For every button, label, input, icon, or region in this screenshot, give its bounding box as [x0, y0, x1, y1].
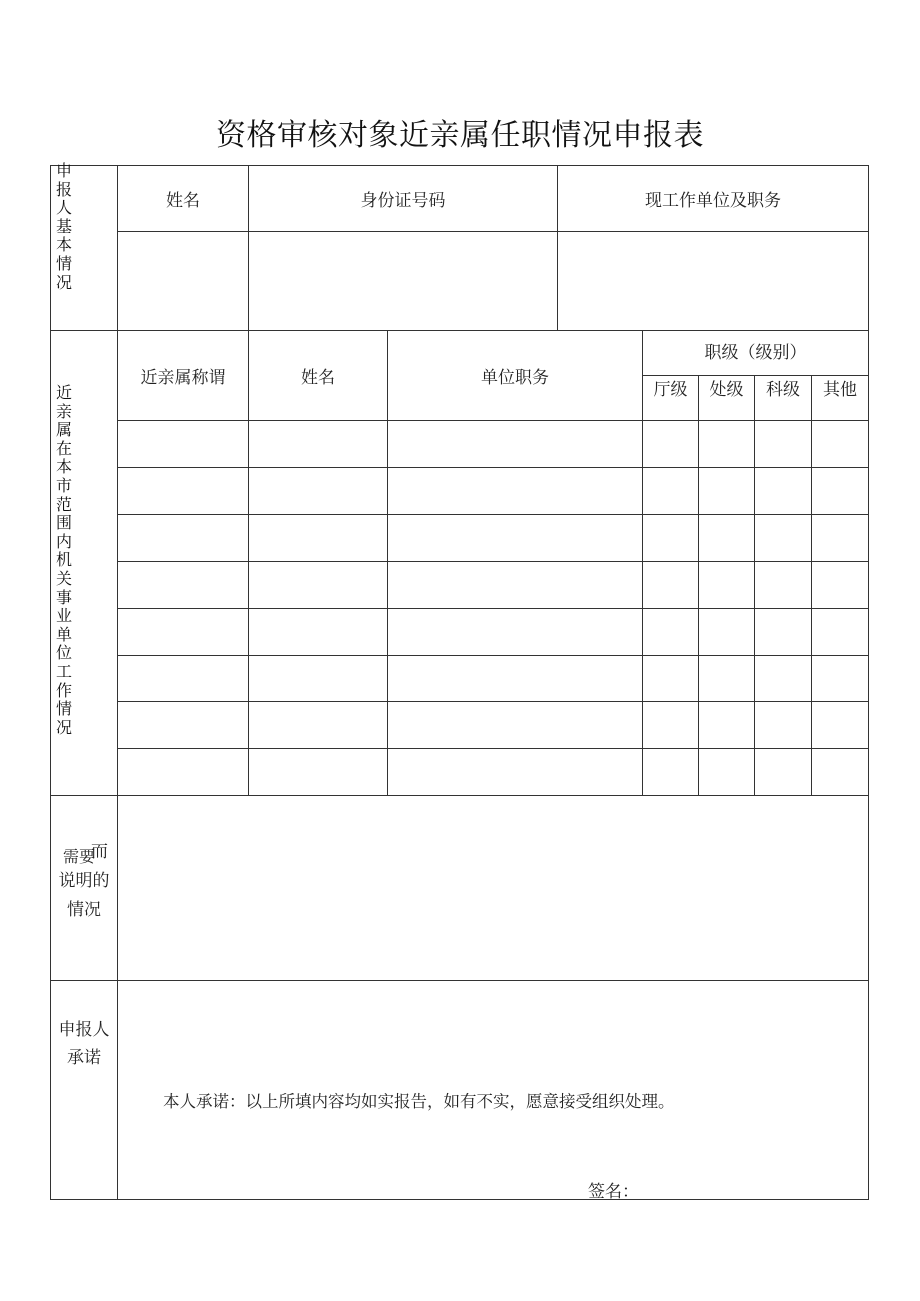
promise-section-label: [51, 1016, 117, 1072]
notes-content[interactable]: [118, 796, 868, 980]
relatives-section-label: 近 亲 属 在 本 市 范 围 内 机 关 事 业 单 位 工 作 情 况: [55, 383, 72, 737]
rank-ke-header: 科级: [766, 379, 800, 400]
promise-label-line2: 承诺: [67, 1048, 101, 1068]
relative-row-8[interactable]: [118, 749, 248, 795]
notes-label-line2: 说明的: [58, 871, 110, 891]
applicant-section-label: 申 报 人 基 本 情 况: [55, 161, 72, 292]
notes-label-small: 需要: [63, 847, 96, 866]
rank-chu-header: 处级: [709, 379, 744, 400]
applicant-job-header: 现工作单位及职务: [645, 191, 781, 211]
applicant-id-header: 身份证号码: [360, 191, 446, 211]
relative-row-1[interactable]: [118, 421, 248, 467]
signature-label: 签名：: [588, 1182, 639, 1202]
relative-name-header: 姓名: [301, 368, 335, 388]
signature-field[interactable]: [640, 1172, 840, 1198]
applicant-id-field[interactable]: [249, 232, 557, 330]
relative-row-5[interactable]: [118, 609, 248, 655]
relative-unit-header: 单位职务: [481, 368, 549, 388]
rank-ting-header: 厅级: [653, 379, 688, 400]
promise-label-line1: 申报人: [58, 1020, 110, 1040]
notes-section-label: [51, 838, 117, 938]
relation-header: 近亲属称谓: [140, 368, 226, 388]
applicant-name-field[interactable]: [118, 232, 248, 330]
notes-label-big: 而: [91, 842, 108, 862]
relative-row-2[interactable]: [118, 468, 248, 514]
relative-row-3[interactable]: [118, 515, 248, 561]
notes-label-line3: 情况: [67, 900, 101, 920]
relative-row-4[interactable]: [118, 562, 248, 608]
rank-group-header: 职级（级别）: [704, 342, 807, 363]
form-title: 资格审核对象近亲属任职情况申报表: [216, 118, 704, 153]
applicant-job-field[interactable]: [558, 232, 868, 330]
promise-statement: 本人承诺：以上所填内容均如实报告，如有不实，愿意接受组织处理。: [163, 1092, 675, 1111]
rank-other-header: 其他: [823, 379, 857, 400]
relative-row-7[interactable]: [118, 702, 248, 748]
relative-row-6[interactable]: [118, 656, 248, 701]
applicant-name-header: 姓名: [166, 191, 200, 211]
